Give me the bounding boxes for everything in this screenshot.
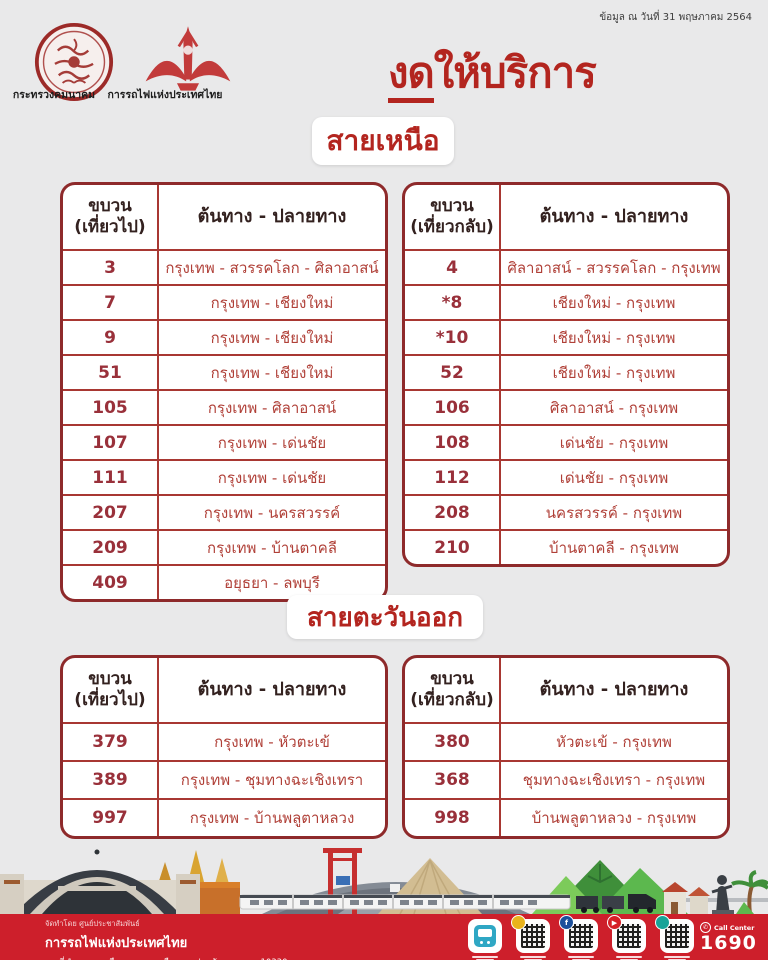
column-header-route: ต้นทาง - ปลายทาง [157,658,385,722]
train-number-cell: *10 [405,319,499,354]
column-header-route: ต้นทาง - ปลายทาง [499,658,727,722]
qr-badge-icon [511,915,526,930]
route-cell: กรุงเทพ - สวรรคโลก - ศิลาอาสน์ [157,249,385,284]
route-cell: อยุธยา - ลพบุรี [157,564,385,599]
qr-tile-2 [562,919,600,963]
train-number-cell: 3 [63,249,157,284]
data-as-of-date: ข้อมูล ณ วันที่ 31 พฤษภาคม 2564 [599,12,752,23]
route-cell: เด่นชัย - กรุงเทพ [499,459,727,494]
train-number-cell: 108 [405,424,499,459]
srt-app-tile [466,919,504,963]
qr-tile-4 [658,919,696,963]
footer-credit-block [45,918,288,969]
qr-caption-text [662,956,692,963]
call-center-block [700,922,760,954]
route-cell: กรุงเทพ - ศิลาอาสน์ [157,389,385,424]
route-cell: กรุงเทพ - เชียงใหม่ [157,354,385,389]
train-number-cell: 210 [405,529,499,564]
qr-code [665,924,689,948]
train-number-cell: 51 [63,354,157,389]
column-header-train-number: ขบวน (เที่ยวไป) [74,668,146,710]
route-cell: ศิลาอาสน์ - กรุงเทพ [499,389,727,424]
route-cell: ชุมทางฉะเชิงเทรา - กรุงเทพ [499,760,727,798]
train-number-cell: 112 [405,459,499,494]
train-number-cell: 389 [63,760,157,798]
route-cell: หัวตะเข้ - กรุงเทพ [499,722,727,760]
qr-caption-text [614,956,644,963]
train-number-cell: 52 [405,354,499,389]
facebook-badge-icon: f [559,915,574,930]
train-number-cell: 207 [63,494,157,529]
train-number-cell: 105 [63,389,157,424]
footer-credit-line: จัดทำโดย ศูนย์ประชาสัมพันธ์ [45,919,140,928]
footer-address: เลขที่ 1 ถนนรองเมือง แขวงรองเมือง เขตปทุมวัน กรุงเทพฯ 10330 [45,958,288,968]
northern-inbound-table [402,182,730,567]
train-number-cell: 379 [63,722,157,760]
train-number-cell: 208 [405,494,499,529]
bangkok-railway-skyline-illustration [0,842,768,914]
route-cell: กรุงเทพ - นครสวรรค์ [157,494,385,529]
train-number-cell: 7 [63,284,157,319]
qr-code [617,924,641,948]
qr-code [569,924,593,948]
footer-organization-name: การรถไฟแห่งประเทศไทย [45,936,188,951]
ministry-logo-label: กระทรวงคมนาคม [12,89,96,101]
route-cell: เด่นชัย - กรุงเทพ [499,424,727,459]
qr-tile-3 [610,919,648,963]
train-number-cell: 106 [405,389,499,424]
route-cell: บ้านตาคลี - กรุงเทพ [499,529,727,564]
route-cell: กรุงเทพ - เด่นชัย [157,424,385,459]
train-number-cell: 380 [405,722,499,760]
column-header-route: ต้นทาง - ปลายทาง [157,185,385,249]
eastern-outbound-table [60,655,388,839]
route-cell: นครสวรรค์ - กรุงเทพ [499,494,727,529]
train-number-cell: 111 [63,459,157,494]
signal-badge-icon [655,915,670,930]
footer-bar [0,914,768,968]
route-cell: กรุงเทพ - เชียงใหม่ [157,319,385,354]
route-cell: กรุงเทพ - เชียงใหม่ [157,284,385,319]
play-badge-icon: ▶ [607,915,622,930]
route-cell: บ้านพลูตาหลวง - กรุงเทพ [499,798,727,836]
srt-logo-label: การรถไฟแห่งประเทศไทย [107,89,223,101]
route-cell: เชียงใหม่ - กรุงเทพ [499,284,727,319]
route-cell: กรุงเทพ - หัวตะเข้ [157,722,385,760]
column-header-train-number: ขบวน (เที่ยวไป) [74,195,146,237]
call-center-label: Call Center [714,923,755,932]
column-header-train-number: ขบวน (เที่ยวกลับ) [410,195,494,237]
train-number-cell: 997 [63,798,157,836]
train-app-icon [474,925,496,947]
train-number-cell: *8 [405,284,499,319]
train-number-cell: 4 [405,249,499,284]
route-cell: เชียงใหม่ - กรุงเทพ [499,319,727,354]
train-number-cell: 409 [63,564,157,599]
page-title [388,40,618,106]
qr-code [521,924,545,948]
eastern-inbound-table [402,655,730,839]
train-number-cell: 107 [63,424,157,459]
route-cell: ศิลาอาสน์ - สวรรคโลก - กรุงเทพ [499,249,727,284]
qr-code-row [466,919,696,963]
route-cell: กรุงเทพ - ชุมทางฉะเชิงเทรา [157,760,385,798]
column-header-route: ต้นทาง - ปลายทาง [499,185,727,249]
train-number-cell: 368 [405,760,499,798]
phone-icon: ✆ [700,922,711,933]
qr-tile-1 [514,919,552,963]
northern-outbound-table [60,182,388,602]
qr-caption-text [470,956,500,963]
train-number-cell: 209 [63,529,157,564]
route-cell: เชียงใหม่ - กรุงเทพ [499,354,727,389]
section-header-eastern-line: สายตะวันออก [287,595,483,639]
route-cell: กรุงเทพ - บ้านตาคลี [157,529,385,564]
route-cell: กรุงเทพ - บ้านพลูตาหลวง [157,798,385,836]
call-center-number: 1690 [700,932,757,954]
title-rest-part: ให้บริการ [433,48,596,97]
qr-caption-text [566,956,596,963]
title-underlined-part: งด [388,48,434,103]
column-header-train-number: ขบวน (เที่ยวกลับ) [410,668,494,710]
qr-caption-text [518,956,548,963]
route-cell: กรุงเทพ - เด่นชัย [157,459,385,494]
train-number-cell: 998 [405,798,499,836]
section-header-northern-line: สายเหนือ [312,117,454,165]
train-number-cell: 9 [63,319,157,354]
